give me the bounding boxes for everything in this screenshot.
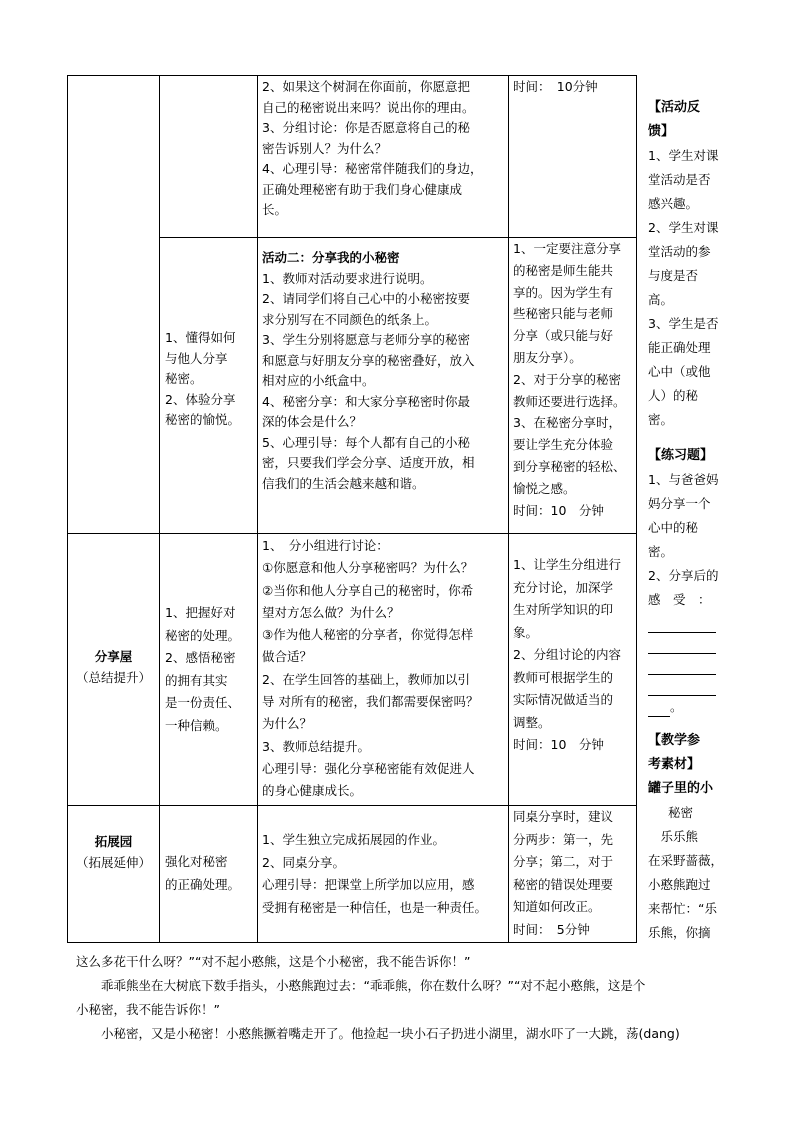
- text-line: ③作为他人秘密的分享者，你觉得怎样: [262, 627, 474, 643]
- text-line: 密。: [648, 412, 674, 427]
- text-line: 实际情况做适当的: [513, 692, 614, 707]
- text-line: 同桌分享时，建议: [513, 809, 614, 824]
- text-line: 象。: [513, 624, 539, 640]
- row2-activity-steps: [262, 248, 475, 494]
- text-line: 强化对秘密: [165, 854, 228, 869]
- sidebar: [648, 96, 728, 945]
- text-line: 信我们的生活会越来越和谐。: [262, 475, 425, 491]
- text-line: 为什么？: [262, 716, 313, 732]
- text-line: 心理引导：强化分享秘密能有效促进人: [262, 760, 475, 776]
- section-subtitle: （拓展延伸）: [75, 854, 151, 870]
- text-line: 小憨熊跑过: [648, 877, 711, 892]
- answer-blank: [648, 675, 716, 696]
- sidebar-heading: 馈】: [648, 124, 675, 139]
- text-line: 3、学生分别将愿意与老师分享的秘密: [262, 332, 470, 347]
- text-line: 心理引导：把课堂上所学加以应用，感: [262, 877, 475, 892]
- text-line: 能正确处理: [648, 340, 711, 355]
- text-line: 充分讨论，加深学: [513, 579, 614, 595]
- text-line: 乐熊，你摘: [648, 925, 711, 940]
- text-line: 教师可根据学生的: [513, 669, 614, 685]
- answer-blank: [648, 612, 716, 633]
- text-line: 堂活动的参: [648, 244, 711, 259]
- text-line: 要让学生充分体验: [513, 437, 614, 453]
- text-line: 感 受 ：: [648, 592, 711, 607]
- text-line: 正确处理秘密有助于我们身心健康成: [262, 181, 463, 197]
- text-line: 秘密。: [165, 371, 203, 386]
- text-line: 调整。: [513, 714, 551, 730]
- text-line: 2、感悟秘密: [165, 650, 236, 665]
- text-line: 密告诉别人？为什么？: [262, 140, 388, 156]
- text-line: 做合适？: [262, 649, 313, 665]
- row2-notes: [513, 238, 626, 521]
- row4-section-label: [68, 832, 159, 873]
- text-line: 自己的秘密说出来吗？说出你的理由。: [262, 99, 475, 115]
- row3-section-label: [68, 647, 159, 688]
- row3-notes: [513, 554, 621, 757]
- text-line: 来帮忙：“乐: [648, 901, 717, 916]
- text-line: 分两步：第一，先: [513, 831, 614, 847]
- text-line: 密，只要我们学会分享、适度开放，相: [262, 455, 475, 470]
- text-line: 受拥有秘密是一种信任，也是一种责任。: [262, 899, 488, 915]
- text-line: 1、学生独立完成拓展园的作业。: [262, 832, 445, 847]
- section-title: 分享屋: [94, 649, 133, 664]
- text-line: 2、同桌分享。: [262, 854, 345, 870]
- text-line: 1、学生对课: [648, 148, 719, 163]
- text-line: 享的。因为学生有: [513, 284, 614, 300]
- text-line: 相对应的小纸盒中。: [262, 373, 375, 388]
- activity-title: 活动二：分享我的小秘密: [262, 250, 400, 265]
- text-line: 教师还要进行选择。: [513, 393, 626, 409]
- text-line: 一种信赖。: [165, 717, 228, 733]
- text-line: 秘密的处理。: [165, 627, 241, 643]
- text-line: 。: [670, 699, 683, 714]
- row1-activity-steps: [262, 77, 482, 221]
- text-line: 1、让学生分组进行: [513, 557, 621, 572]
- time-note: 时间： 10分钟: [513, 79, 598, 94]
- row4-goals: [165, 851, 240, 896]
- section-title: 拓展园: [94, 834, 133, 849]
- text-line: 2、体验分享: [165, 391, 236, 407]
- text-line: 心中（或他: [648, 364, 711, 379]
- text-line: 4、秘密分享：和大家分享秘密时你最: [262, 393, 470, 409]
- sidebar-heading: 【教学参: [648, 733, 701, 748]
- row4-notes: [513, 806, 613, 941]
- text-line: 感兴趣。: [648, 196, 699, 211]
- text-line: 1、把握好对: [165, 605, 236, 620]
- text-line: 分享（或只能与好: [513, 328, 614, 344]
- text-line: 4、心理引导：秘密常伴随我们的身边，: [262, 161, 483, 176]
- text-line: 与度是否: [648, 268, 699, 283]
- text-line: ②当你和他人分享自己的秘密时，你希: [262, 582, 474, 598]
- text-line: 高。: [648, 292, 674, 307]
- text-line: 1、一定要注意分享: [513, 241, 621, 256]
- text-line: 1、懂得如何: [165, 330, 236, 345]
- text-line: 知道如何改正。: [513, 899, 601, 914]
- text-line: 3、在秘密分享时，: [513, 415, 621, 431]
- text-line: 2、对于分享的秘密: [513, 371, 621, 387]
- text-line: 3、教师总结提升。: [262, 738, 370, 754]
- text-line: 深的体会是什么？: [262, 414, 363, 429]
- text-line: 3、学生是否: [648, 316, 719, 331]
- text-line: 密。: [648, 544, 674, 559]
- text-line: 2、请同学们将自己心中的小秘密按要: [262, 291, 470, 306]
- text-line: 乐乐熊: [648, 829, 699, 844]
- text-line: 导 对所有的秘密，我们都需要保密吗？: [262, 694, 479, 710]
- sidebar-heading: 考素材】: [648, 757, 701, 772]
- text-line: 长。: [262, 202, 288, 217]
- row4-activity-steps: [262, 829, 487, 919]
- text-line: 求分别写在不同颜色的纸条上。: [262, 311, 438, 327]
- text-line: 分享；第二，对于: [513, 854, 614, 869]
- text-line: 2、分组讨论的内容: [513, 647, 621, 662]
- text-line: 2、如果这个树洞在你面前，你愿意把: [262, 79, 470, 94]
- text-line: 小秘密，我不能告诉你！”: [76, 1002, 220, 1017]
- text-line: 与他人分享: [165, 350, 228, 366]
- story-title: 秘密: [668, 805, 694, 820]
- time-note: 时间：10 分钟: [513, 502, 604, 518]
- answer-blank: [648, 633, 716, 654]
- row3-activity-steps: [262, 535, 478, 803]
- text-line: 和愿意与好朋友分享的秘密叠好，放入: [262, 352, 475, 368]
- text-line: 的正确处理。: [165, 876, 241, 892]
- story-title: 罐子里的小: [648, 781, 714, 796]
- text-line: 是一份责任、: [165, 695, 241, 710]
- text-line: 心中的秘: [648, 520, 699, 535]
- row3-goals: [165, 602, 240, 737]
- time-note: 时间：10 分钟: [513, 737, 604, 752]
- section-subtitle: （总结提升）: [75, 669, 151, 685]
- text-line: 小秘密，又是小秘密！小憨熊撅着嘴走开了。他捡起一块小石子扔进小湖里，湖水吓了一大跳，荡(dang): [76, 1026, 680, 1041]
- text-line: 的拥有其实: [165, 672, 228, 688]
- text-line: 秘密的愉悦。: [165, 412, 241, 427]
- text-line: 人）的秘: [648, 388, 699, 403]
- text-line: 秘密的错误处理要: [513, 876, 614, 892]
- text-line: 3、分组讨论：你是否愿意将自己的秘: [262, 120, 470, 135]
- text-line: 妈分享一个: [648, 496, 711, 511]
- text-line: 生对所学知识的印: [513, 602, 614, 617]
- text-line: 堂活动是否: [648, 172, 711, 187]
- text-line: 2、学生对课: [648, 220, 719, 235]
- text-line: 到分享秘密的轻松、: [513, 458, 626, 474]
- text-line: 朋友分享）。: [513, 349, 582, 365]
- story-continuation: [76, 950, 726, 1046]
- sidebar-heading: 【活动反: [648, 100, 701, 115]
- text-line: 些秘密只能与老师: [513, 306, 614, 322]
- row1-notes: [513, 77, 598, 98]
- text-line: 望对方怎么做？为什么？: [262, 604, 400, 620]
- text-line: 的身心健康成长。: [262, 783, 363, 799]
- time-note: 时间： 5分钟: [513, 921, 590, 937]
- text-line: 2、在学生回答的基础上，教师加以引: [262, 671, 470, 687]
- text-line: 这么多花干什么呀？”“对不起小憨熊，这是个小秘密，我不能告诉你！”: [76, 954, 471, 969]
- text-line: 的秘密是师生能共: [513, 262, 614, 278]
- answer-blank: [648, 654, 716, 675]
- text-line: ①你愿意和他人分享秘密吗？为什么？: [262, 560, 474, 576]
- text-line: 1、与爸爸妈: [648, 472, 719, 487]
- text-line: 乖乖熊坐在大树底下数手指头，小憨熊跑过去：“乖乖熊，你在数什么呀？”“对不起小憨熊，这是个: [76, 978, 646, 993]
- text-line: 5、心理引导：每个人都有自己的小秘: [262, 434, 470, 450]
- row2-goals: [165, 328, 240, 431]
- text-line: 1、教师对活动要求进行说明。: [262, 270, 433, 286]
- text-line: 2、分享后的: [648, 568, 719, 583]
- answer-blank: [648, 696, 670, 717]
- sidebar-heading: 【练习题】: [648, 448, 714, 463]
- text-line: 1、 分小组进行讨论：: [262, 538, 389, 553]
- text-line: 愉悦之感。: [513, 480, 576, 496]
- text-line: 在采野蔷薇，: [648, 853, 724, 868]
